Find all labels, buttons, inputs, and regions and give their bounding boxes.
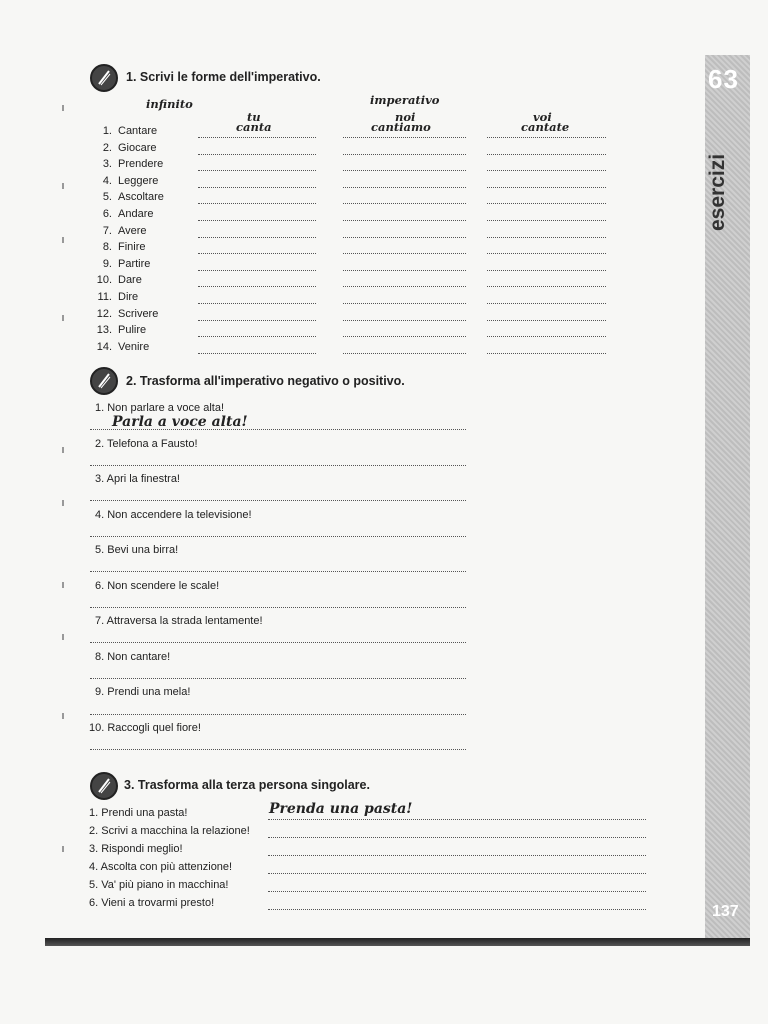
- voi-answer-line[interactable]: [487, 169, 606, 171]
- pen-icon: [90, 64, 118, 92]
- tu-answer-line[interactable]: [198, 252, 316, 254]
- tu-answer-line[interactable]: [198, 335, 316, 337]
- noi-answer-line[interactable]: [343, 352, 466, 354]
- noi-answer-line[interactable]: [343, 302, 466, 304]
- verb-infinitive: Prendere: [118, 158, 164, 171]
- section-word: esercizi: [706, 153, 729, 232]
- list-item: 3. Apri la finestra!: [95, 473, 180, 485]
- answer-line[interactable]: [90, 535, 466, 537]
- verb-number: 4.: [102, 174, 112, 187]
- verb-infinitive: Dare: [118, 274, 142, 287]
- verb-number: 5.: [102, 191, 112, 204]
- verb-number: 8.: [102, 241, 112, 254]
- list-item: 6. Vieni a trovarmi presto!: [89, 897, 215, 909]
- verb-infinitive: Partire: [118, 257, 151, 270]
- answer-line[interactable]: [268, 836, 646, 838]
- voi-answer-line[interactable]: [487, 319, 606, 321]
- noi-answer-line[interactable]: [343, 269, 466, 271]
- answer-line[interactable]: [90, 570, 466, 572]
- example-noi: cantiamo: [371, 120, 431, 134]
- exercise-3-title: 3. Trasforma alla terza persona singolare.: [124, 778, 370, 792]
- exercise-2-title: 2. Trasforma all'imperativo negativo o positivo.: [126, 374, 405, 388]
- list-item: 5. Bevi una birra!: [95, 544, 179, 556]
- verb-number: 2.: [102, 141, 112, 154]
- noi-answer-line[interactable]: [343, 153, 466, 155]
- answer-line[interactable]: [268, 818, 646, 820]
- verb-infinitive: Dire: [118, 291, 139, 303]
- margin-mark: [62, 846, 64, 852]
- list-item: 6. Non scendere le scale!: [95, 580, 220, 592]
- noi-answer-line[interactable]: [343, 319, 466, 321]
- voi-answer-line[interactable]: [487, 352, 606, 354]
- answer-line[interactable]: [90, 606, 466, 608]
- list-item: 9. Prendi una mela!: [95, 686, 191, 698]
- verb-number: 9.: [102, 257, 112, 270]
- tu-answer-line[interactable]: [198, 319, 316, 321]
- list-item: 2. Telefona a Fausto!: [95, 438, 198, 450]
- list-item: 10. Raccogli quel fiore!: [89, 722, 201, 734]
- verb-number: 12.: [96, 307, 112, 320]
- verb-number: 13.: [96, 324, 112, 337]
- noi-answer-line[interactable]: [343, 169, 466, 171]
- tu-answer-line[interactable]: [198, 269, 316, 271]
- answer-line[interactable]: [268, 908, 646, 910]
- tu-answer-line[interactable]: [198, 219, 316, 221]
- noi-answer-line[interactable]: [343, 236, 466, 238]
- page-edge: [45, 938, 750, 946]
- example-answer: Prenda una pasta!: [269, 801, 413, 817]
- verb-number: 14.: [96, 340, 112, 353]
- list-item: 4. Non accendere la televisione!: [95, 509, 252, 521]
- voi-answer-line[interactable]: [487, 219, 606, 221]
- pen-icon: [90, 367, 118, 395]
- noi-answer-line[interactable]: [343, 252, 466, 254]
- verb-infinitive: Scrivere: [118, 307, 159, 320]
- answer-line[interactable]: [90, 499, 466, 501]
- noi-answer-line[interactable]: [343, 202, 466, 204]
- voi-answer-line[interactable]: [487, 186, 606, 188]
- voi-answer-line[interactable]: [487, 252, 606, 254]
- voi-answer-line[interactable]: [487, 202, 606, 204]
- tu-answer-line[interactable]: [198, 202, 316, 204]
- margin-mark: [62, 447, 64, 453]
- answer-line[interactable]: [90, 464, 466, 466]
- list-item: 7. Attraversa la strada lentamente!: [95, 615, 263, 627]
- answer-line[interactable]: [90, 641, 466, 643]
- margin-mark: [62, 634, 64, 640]
- header-noi: noi: [395, 110, 416, 124]
- voi-answer-line[interactable]: [487, 302, 606, 304]
- verb-number: 3.: [102, 158, 112, 171]
- answer-line[interactable]: [268, 854, 646, 856]
- header-voi: voi: [533, 110, 552, 124]
- verb-infinitive: Finire: [118, 241, 146, 254]
- margin-mark: [62, 582, 64, 588]
- margin-mark: [62, 237, 64, 243]
- list-item: 4. Ascolta con più attenzione!: [89, 861, 233, 873]
- header-imperativo: imperativo: [370, 93, 440, 107]
- example-answer: Parla a voce alta!: [112, 414, 248, 430]
- tu-answer-line[interactable]: [198, 186, 316, 188]
- verb-infinitive: Pulire: [118, 324, 147, 337]
- tu-answer-line[interactable]: [198, 153, 316, 155]
- tu-answer-line[interactable]: [198, 302, 316, 304]
- voi-answer-line[interactable]: [487, 335, 606, 337]
- tu-answer-line[interactable]: [198, 285, 316, 287]
- noi-answer-line[interactable]: [343, 136, 466, 138]
- list-item: 1. Prendi una pasta!: [89, 807, 188, 819]
- page-number: 137: [712, 903, 739, 920]
- verb-number: 6.: [102, 208, 112, 220]
- header-infinito: infinito: [146, 97, 193, 111]
- voi-answer-line[interactable]: [487, 269, 606, 271]
- voi-answer-line[interactable]: [487, 153, 606, 155]
- answer-line[interactable]: [90, 748, 466, 750]
- list-item: 3. Rispondi meglio!: [89, 843, 183, 855]
- answer-line[interactable]: [90, 428, 466, 430]
- header-tu: tu: [247, 110, 261, 124]
- tu-answer-line[interactable]: [198, 169, 316, 171]
- answer-line[interactable]: [268, 890, 646, 892]
- verb-number: 11.: [97, 291, 112, 303]
- example-voi: cantate: [521, 120, 570, 134]
- margin-mark: [62, 105, 64, 111]
- verb-number: 7.: [102, 224, 112, 237]
- verb-infinitive: Giocare: [118, 141, 157, 154]
- tu-answer-line[interactable]: [198, 352, 316, 354]
- verb-infinitive: Ascoltare: [118, 191, 164, 204]
- margin-mark: [62, 713, 64, 719]
- margin-mark: [62, 183, 64, 189]
- example-tu: canta: [236, 120, 272, 134]
- verb-number: 1.: [102, 125, 112, 137]
- verb-number: 10.: [96, 274, 112, 287]
- list-item: 1. Non parlare a voce alta!: [95, 402, 225, 414]
- section-number: 63: [708, 64, 739, 94]
- list-item: 8. Non cantare!: [95, 651, 171, 663]
- noi-answer-line[interactable]: [343, 186, 466, 188]
- list-item: 2. Scrivi a macchina la relazione!: [89, 825, 250, 837]
- list-item: 5. Va' più piano in macchina!: [89, 879, 229, 891]
- voi-answer-line[interactable]: [487, 285, 606, 287]
- noi-answer-line[interactable]: [343, 285, 466, 287]
- verb-infinitive: Andare: [118, 208, 154, 220]
- verb-infinitive: Avere: [118, 224, 147, 237]
- answer-line[interactable]: [90, 677, 466, 679]
- verb-infinitive: Leggere: [118, 174, 159, 187]
- noi-answer-line[interactable]: [343, 219, 466, 221]
- voi-answer-line[interactable]: [487, 236, 606, 238]
- pen-icon: [90, 772, 118, 800]
- tu-answer-line[interactable]: [198, 136, 316, 138]
- tu-answer-line[interactable]: [198, 236, 316, 238]
- noi-answer-line[interactable]: [343, 335, 466, 337]
- voi-answer-line[interactable]: [487, 136, 606, 138]
- margin-mark: [62, 500, 64, 506]
- answer-line[interactable]: [268, 872, 646, 874]
- verb-infinitive: Venire: [118, 340, 150, 353]
- answer-line[interactable]: [90, 713, 466, 715]
- verb-infinitive: Cantare: [118, 125, 158, 137]
- exercise-1-title: 1. Scrivi le forme dell'imperativo.: [126, 70, 321, 84]
- margin-mark: [62, 315, 64, 321]
